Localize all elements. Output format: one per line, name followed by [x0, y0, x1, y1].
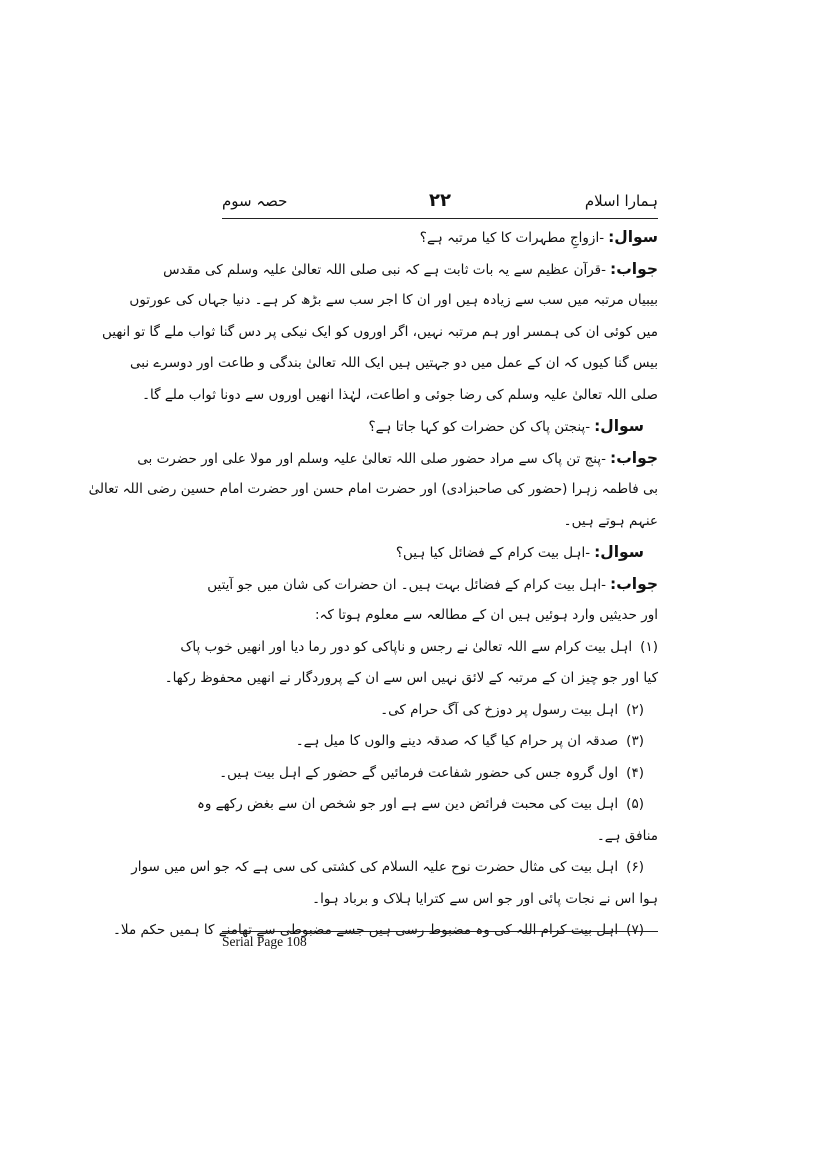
- answer-label: جواب:: [610, 574, 658, 593]
- answer-line: [207, 569, 658, 601]
- list-item: [131, 852, 658, 884]
- item-text: اہل بیت کی محبت فرائض دین سے ہے اور جو شخص ان سے بغض رکھے وہ: [196, 796, 619, 812]
- header-divider: [222, 218, 658, 219]
- list-item: [180, 632, 658, 664]
- item-text: صدقہ ان پر حرام کیا گیا کہ صدقہ دینے والوں کا میل ہے۔: [295, 733, 619, 749]
- item-text: اہل بیت رسول پر دوزخ کی آگ حرام کی۔: [380, 701, 619, 718]
- text-line: میں کوئی ان کی ہمسر اور ہم مرتبہ نہیں، اگر اوروں کو ایک نیکی پر دس گنا ثواب ملے گا تو انھیں: [102, 323, 658, 340]
- item-text: اول گروہ جس کی حضور شفاعت فرمائیں گے حضور کے اہل بیت ہیں۔: [219, 764, 619, 781]
- question-label: سوال:: [594, 417, 644, 435]
- item-number: (۱): [640, 638, 658, 655]
- page-number: ۲۲: [429, 190, 451, 211]
- text-line: صلی اللہ تعالیٰ علیہ وسلم کی رضا جوئی و اطاعت، لہٰذا انھیں اوروں سے دونا ثواب ملے گا۔: [142, 386, 658, 403]
- answer-line: [137, 443, 658, 475]
- page-header: [222, 192, 658, 216]
- text-line: ہوا اس نے نجات پائی اور جو اس سے کترایا ہلاک و برباد ہوا۔: [312, 890, 658, 907]
- text-line: بیس گنا کیوں کہ ان کے عمل میں دو جہتیں ہیں ایک اللہ تعالیٰ بندگی و طاعت اور دوسرے نبی: [130, 355, 658, 371]
- serial-page-label: Serial Page 108: [222, 934, 307, 949]
- part-label: حصہ سوم: [222, 192, 288, 210]
- list-item: [222, 726, 658, 758]
- item-text: اہل بیت کرام اللہ کی وہ مضبوط رسی ہیں جسے مضبوطی سے تھامنے کا ہمیں حکم ملا۔: [112, 922, 619, 938]
- text-line: کیا اور جو چیز ان کے مرتبہ کے لائق نہیں اس سے ان کے پروردگار نے انھیں محفوظ رکھا۔: [164, 670, 658, 686]
- text-line: بیبیاں مرتبہ میں سب سے زیادہ ہیں اور ان کا اجر سب سے بڑھ کر ہے۔ دنیا جہاں کی عورتوں: [129, 292, 658, 308]
- text-line: منافق ہے۔: [596, 827, 658, 844]
- list-item: [196, 789, 658, 821]
- item-number: (۲): [626, 701, 644, 718]
- item-number: (۶): [626, 859, 644, 875]
- question-label: سوال:: [608, 228, 658, 246]
- question-line: [222, 411, 658, 443]
- book-title: ہمارا اسلام: [584, 192, 658, 210]
- question-text: -پنجتن پاک کن حضرات کو کہا جاتا ہے؟: [368, 419, 591, 435]
- question-text: -ازواجِ مطہرات کا کیا مرتبہ ہے؟: [419, 230, 605, 246]
- answer-text: -پنج تن پاک سے مراد حضور صلی اللہ تعالیٰ علیہ وسلم اور مولا علی اور حضرت بی: [137, 450, 607, 467]
- item-number: (۴): [626, 764, 644, 781]
- answer-line: [163, 254, 658, 286]
- item-number: (۳): [626, 733, 644, 749]
- item-text: اہل بیت کی مثال حضرت نوح علیہ السلام کی کشتی کی سی ہے کہ جو اس میں سوار: [131, 859, 619, 875]
- text-line: بی فاطمہ زہرا (حضور کی صاحبزادی) اور حضرت امام حسن اور حضرت امام حسین رضی اللہ تعالیٰ: [88, 481, 658, 497]
- page-body: [88, 222, 658, 947]
- text-line: اور حدیثیں وارد ہوئیں ہیں ان کے مطالعہ سے معلوم ہوتا کہ:: [314, 607, 658, 623]
- question-line: [222, 222, 658, 254]
- item-text: اہل بیت کرام سے اللہ تعالیٰ نے رجس و ناپاکی کو دور رما دیا اور انھیں خوب پاک: [180, 638, 633, 655]
- footer-divider: [222, 931, 658, 932]
- question-line: [222, 537, 658, 569]
- item-number: (۷): [626, 922, 644, 938]
- answer-label: جواب:: [610, 448, 658, 467]
- answer-text: -اہل بیت کرام کے فضائل بہت ہیں۔ ان حضرات کی شان میں جو آیتیں: [207, 576, 607, 593]
- item-number: (۵): [626, 796, 644, 812]
- text-line: عنہم ہوتے ہیں۔: [563, 512, 658, 529]
- answer-text: -قرآن عظیم سے یہ بات ثابت ہے کہ نبی صلی اللہ تعالیٰ علیہ وسلم کی مقدس: [163, 261, 607, 278]
- list-item: [222, 695, 658, 727]
- answer-label: جواب:: [610, 259, 658, 278]
- question-label: سوال:: [594, 543, 644, 561]
- question-text: -اہل بیت کرام کے فضائل کیا ہیں؟: [395, 545, 591, 561]
- list-item: [219, 758, 658, 790]
